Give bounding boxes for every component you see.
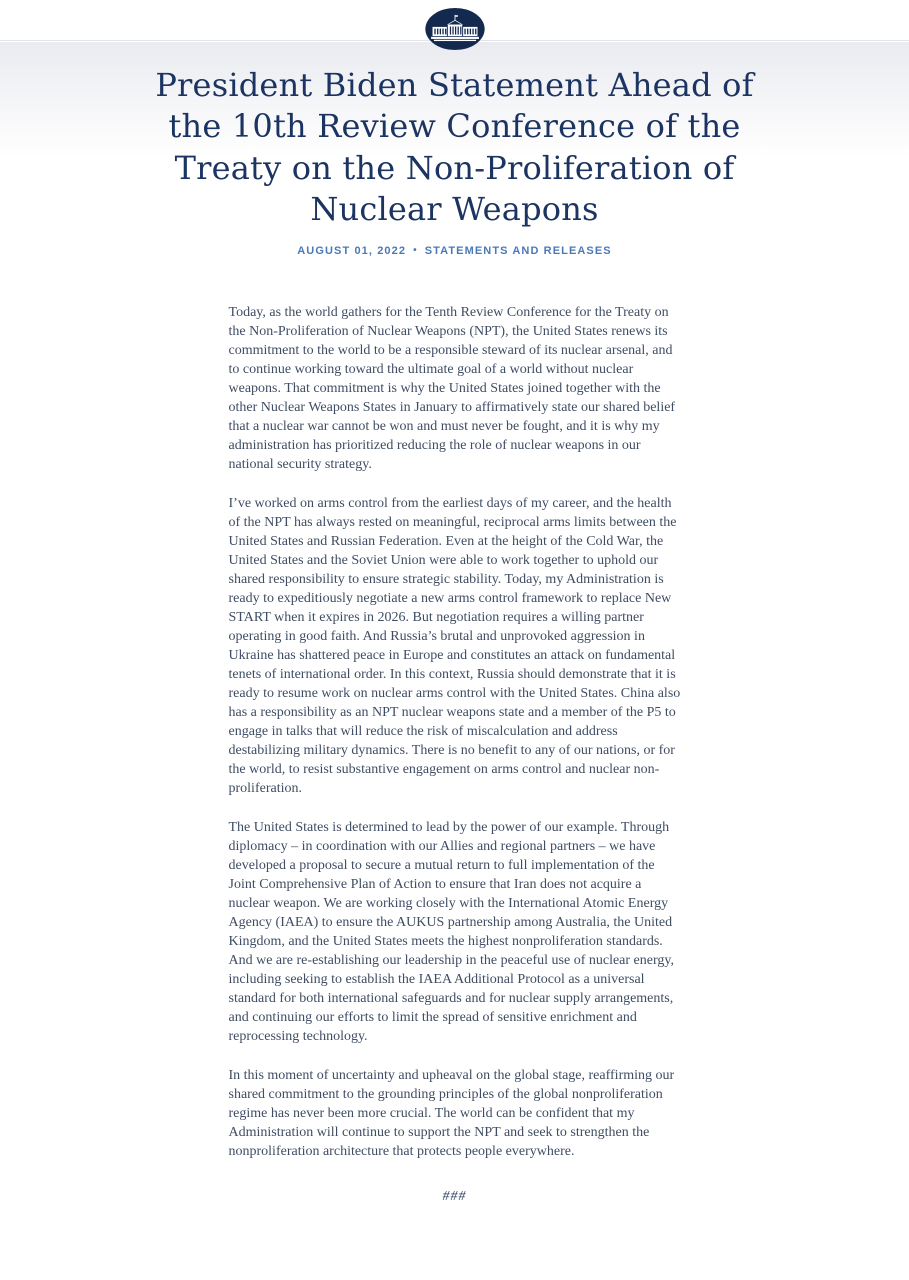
masthead xyxy=(0,0,909,41)
article-meta xyxy=(0,245,909,257)
closing-mark: ### xyxy=(442,1189,467,1205)
meta-dot-separator: • xyxy=(413,245,418,257)
category-link-statements-and-releases[interactable]: STATEMENTS AND RELEASES xyxy=(424,245,612,258)
page-title: President Biden Statement Ahead of the 10th Review Conference of the Treaty on the Non-Proliferation of Nuclear Weapons xyxy=(155,66,754,228)
article-paragraph: Today, as the world gathers for the Tenth Review Conference for the Treaty on the Non-Proliferation of Nuclear Weapons (NPT), the United States renews its commitment to the world to be a responsible steward of its nuclear arsenal, and to continue working toward the ultimate goal of a world without nuclear weapons. That commitment is why the United States joined together with the other Nuclear Weapons States in January to affirmatively state our shared belief that a nuclear war cannot be won and must never be fought, and it is why my administration has prioritized reducing the role of nuclear weapons in our national security strategy. xyxy=(228,305,676,473)
article-body xyxy=(229,303,681,1161)
article xyxy=(0,41,909,1205)
article-paragraph: I’ve worked on arms control from the earliest days of my career, and the health of the NPT has always rested on meaningful, reciprocal arms limits between the United States and Russian Federation. Even at the height of the Cold War, the United States and the Soviet Union were able to work together to uphold our shared responsibility to ensure strategic stability. Today, my Administration is ready to expeditiously negotiate a new arms control framework to replace New START when it expires in 2026. But negotiation requires a willing partner operating in good faith. And Russia’s brutal and unprovoked aggression in Ukraine has shattered peace in Europe and constitutes an attack on fundamental tenets of international order. In this context, Russia should demonstrate that it is ready to resume work on nuclear arms control with the United States. China also has a responsibility as an NPT nuclear weapons state and a member of the P5 to engage in talks that will reduce the risk of miscalculation and address destabilizing military dynamics. There is no benefit to any of our nations, or for the world, to resist substantive engagement on arms control and nuclear non-proliferation. xyxy=(228,496,681,797)
article-paragraph: The United States is determined to lead by the power of our example. Through diplomacy – in coordination with our Allies and regional partners – we have developed a proposal to secure a mutual return to full implementation of the Joint Comprehensive Plan of Action to ensure that Iran does not acquire a nuclear weapon. We are working closely with the International Atomic Energy Agency (IAEA) to ensure the AUKUS partnership among Australia, the United Kingdom, and the United States meets the highest nonproliferation standards. And we are re-establishing our leadership in the peaceful use of nuclear energy, including seeking to establish the IAEA Additional Protocol as a universal standard for both international safeguards and for nuclear supply arrangements, and continuing our efforts to limit the spread of sensitive enrichment and reprocessing technology. xyxy=(228,820,674,1045)
whitehouse-logo-icon xyxy=(424,7,486,51)
article-date: AUGUST 01, 2022 xyxy=(297,245,407,258)
whitehouse-logo-link[interactable] xyxy=(424,7,486,51)
article-paragraph: In this moment of uncertainty and upheaval on the global stage, reaffirming our shared commitment to the grounding principles of the global nonproliferation regime has never been more crucial. The world can be confident that my Administration will continue to support the NPT and seek to strengthen the nonproliferation architecture that protects people everywhere. xyxy=(228,1068,675,1160)
